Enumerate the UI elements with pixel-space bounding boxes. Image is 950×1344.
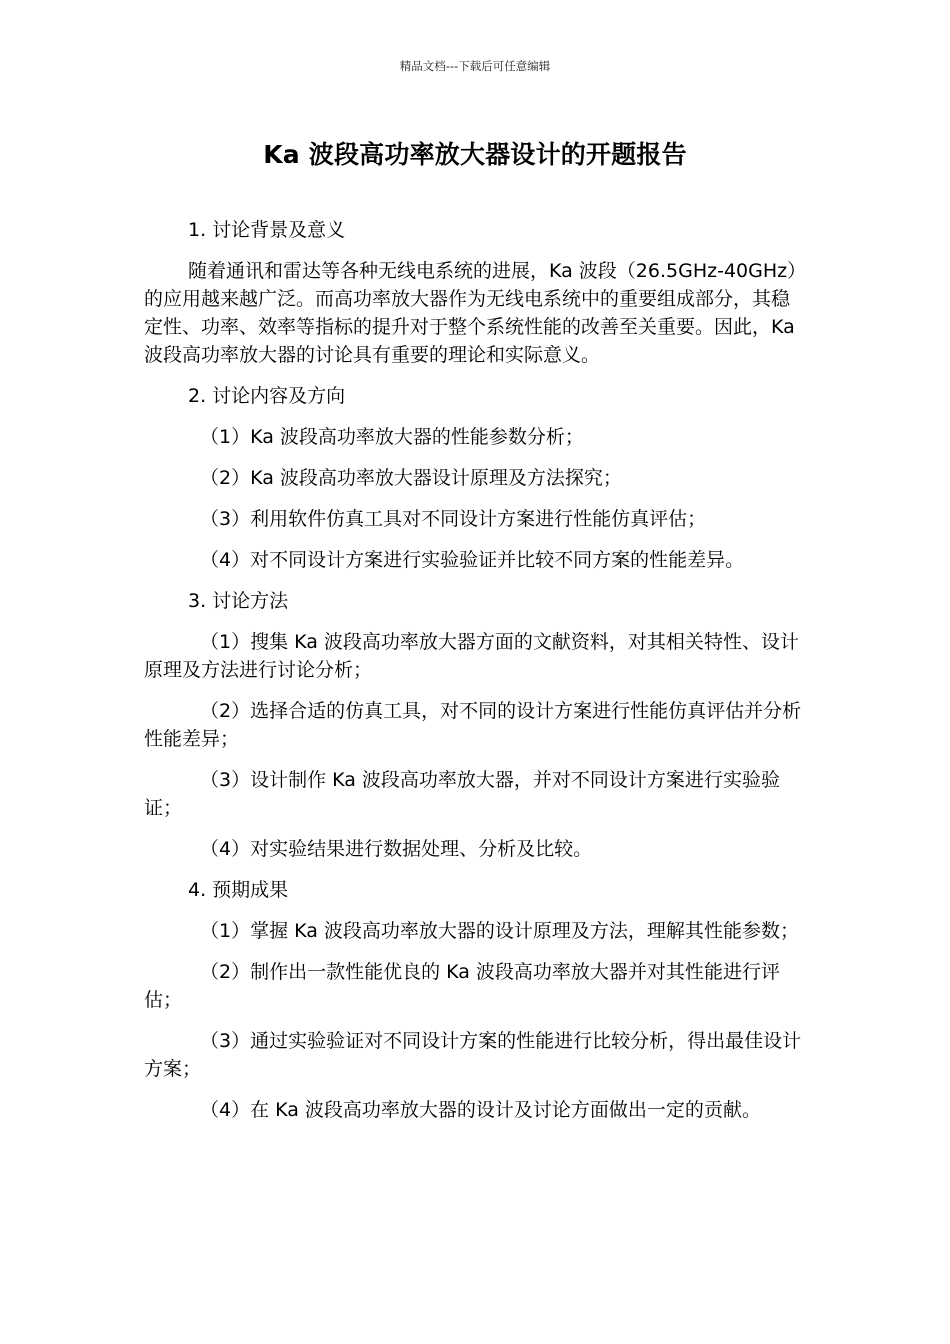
document-body	[144, 216, 806, 1137]
content-item: （2）Ka 波段高功率放大器设计原理及方法探究；	[200, 467, 622, 489]
outcome-item: （2）制作出一款性能优良的 Ka 波段高功率放大器并对其性能进行评估；	[144, 961, 780, 1011]
method-item: （1）搜集 Ka 波段高功率放大器方面的文献资料，对其相关特性、设计原理及方法进行讨论分析；	[144, 631, 799, 681]
outcome-item: （4）在 Ka 波段高功率放大器的设计及讨论方面做出一定的贡献。	[200, 1099, 761, 1121]
outcome-item: （3）通过实验验证对不同设计方案的性能进行比较分析，得出最佳设计方案；	[144, 1030, 802, 1080]
content-item: （1）Ka 波段高功率放大器的性能参数分析；	[200, 426, 584, 448]
section-heading-outcomes: 4. 预期成果	[188, 879, 289, 901]
section-heading-content: 2. 讨论内容及方向	[188, 385, 346, 407]
method-item: （3）设计制作 Ka 波段高功率放大器，并对不同设计方案进行实验验证；	[144, 769, 780, 819]
content-item: （4）对不同设计方案进行实验验证并比较不同方案的性能差异。	[200, 549, 745, 571]
background-paragraph: 随着通讯和雷达等各种无线电系统的进展，Ka 波段（26.5GHz-40GHz）的应用越来越广泛。而高功率放大器作为无线电系统中的重要组成部分，其稳定性、功率、效率等指标的提升对于整个系统性能的改善至关重要。因此，Ka 波段高功率放大器的讨论具有重要的理论和实际意义。	[144, 260, 797, 366]
document-title: Ka 波段高功率放大器设计的开题报告	[263, 140, 687, 169]
method-item: （2）选择合适的仿真工具，对不同的设计方案进行性能仿真评估并分析性能差异；	[144, 700, 802, 750]
section-heading-background: 1. 讨论背景及意义	[188, 219, 346, 241]
method-item: （4）对实验结果进行数据处理、分析及比较。	[200, 838, 593, 860]
outcome-item: （1）掌握 Ka 波段高功率放大器的设计原理及方法，理解其性能参数；	[200, 920, 799, 942]
section-heading-methods: 3. 讨论方法	[188, 590, 289, 612]
content-item: （3）利用软件仿真工具对不同设计方案进行性能仿真评估；	[200, 508, 707, 530]
page-header: 精品文档---下载后可任意编辑	[399, 59, 551, 73]
